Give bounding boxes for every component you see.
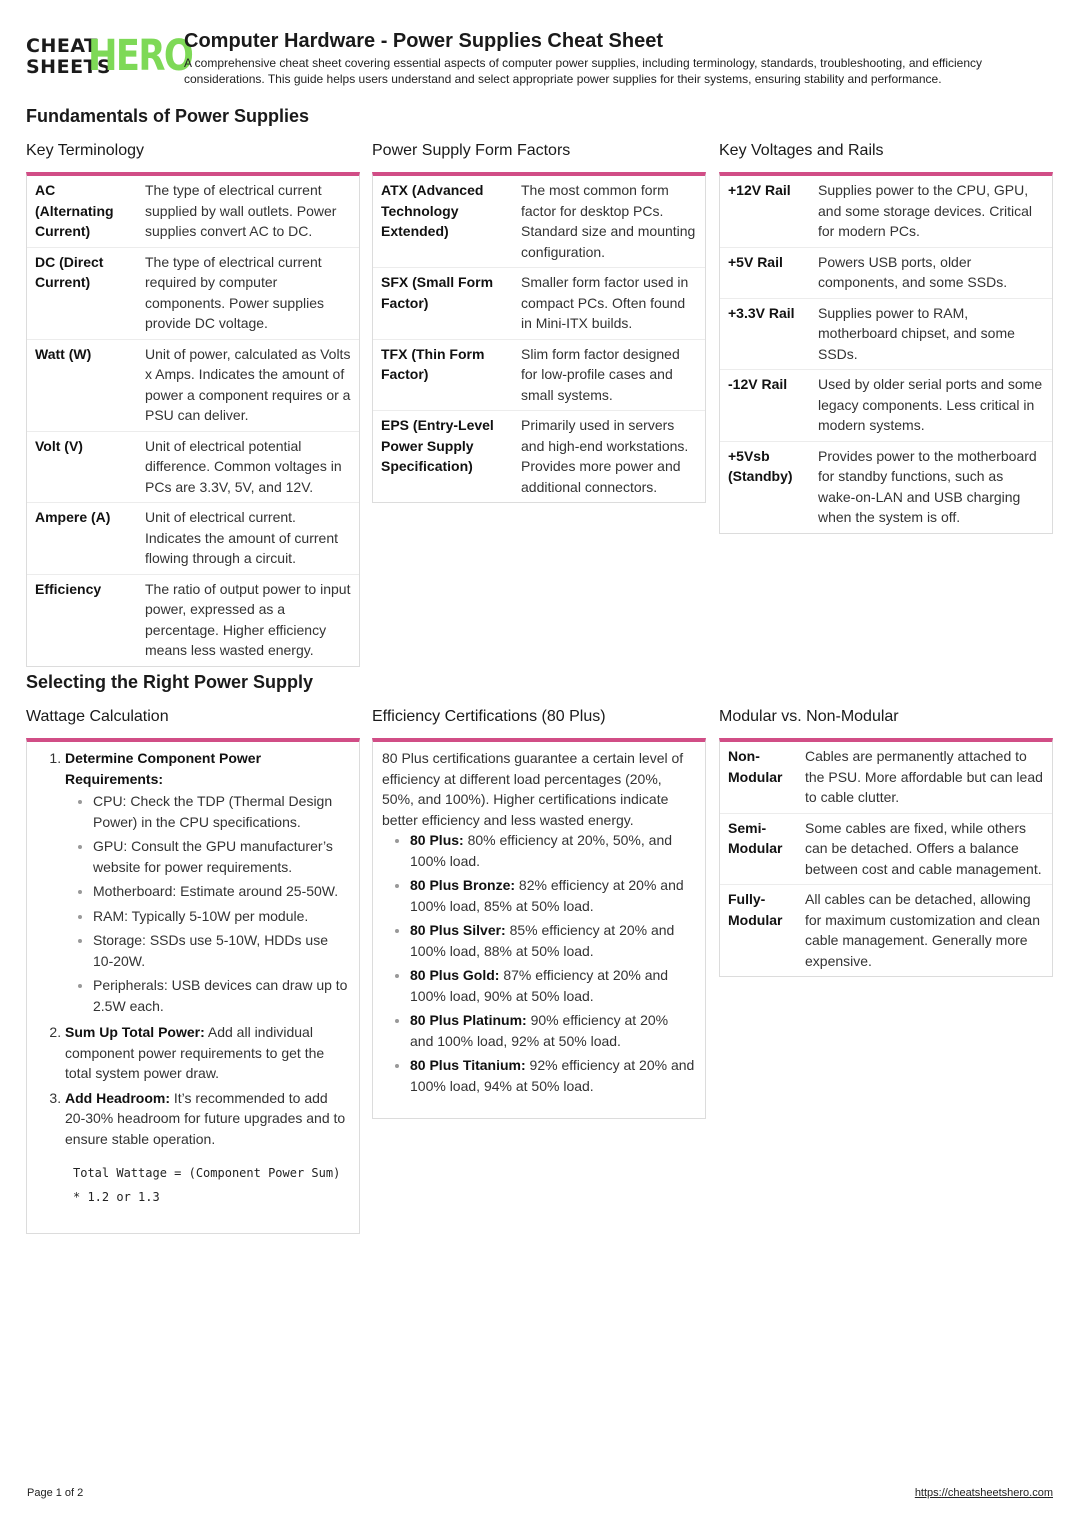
terminology-definition: Unit of electrical current. Indicates the amount of current flowing through a circuit. (137, 503, 359, 575)
certification-item (410, 1010, 695, 1051)
certification-text: 82% efficiency at 20% and 100% load, 85% at 50% load. (410, 877, 684, 914)
certification-name: 80 Plus Platinum: (410, 1012, 527, 1028)
card-title-certifications: Efficiency Certifications (80 Plus) (372, 708, 606, 725)
certification-item (410, 965, 695, 1006)
certification-text: 80% efficiency at 20%, 50%, and 100% load. (410, 832, 673, 869)
card-terminology (26, 172, 360, 667)
voltage-rail-term: +3.3V Rail (720, 298, 810, 370)
form-factor-row (373, 339, 705, 411)
form-factors-table (373, 176, 705, 502)
card-title-wattage: Wattage Calculation (26, 708, 169, 725)
terminology-row (27, 176, 359, 247)
wattage-step-3-text: It’s recommended to add 20-30% headroom for future upgrades and to ensure stable operation. (65, 1089, 346, 1147)
voltage-rail-definition: Used by older serial ports and some legacy components. Less critical in modern systems. (810, 370, 1052, 442)
form-factor-row (373, 411, 705, 503)
terminology-row (27, 574, 359, 666)
modular-type-row (720, 813, 1052, 885)
wattage-steps (27, 742, 359, 1149)
section-title-selecting: Selecting the Right Power Supply (26, 672, 314, 692)
terminology-term: Volt (V) (27, 431, 137, 503)
wattage-step-2-text: Add all individual component power requirements to get the total system power draw. (65, 1024, 325, 1081)
card-title-modular: Modular vs. Non-Modular (719, 708, 899, 725)
modular-type-term: Semi-Modular (720, 813, 797, 885)
component-requirement-item: • Storage: SSDs use 5-10W, HDDs use 10-20W. (93, 930, 349, 971)
certification-item (410, 1055, 695, 1096)
component-requirement-item: • RAM: Typically 5-10W per module. (93, 906, 349, 927)
voltage-rail-definition: Supplies power to the CPU, GPU, and some storage devices. Critical for modern PCs. (810, 176, 1052, 247)
certification-text: 92% efficiency at 20% and 100% load, 94% at 50% load. (410, 1057, 695, 1094)
voltage-rail-term: -12V Rail (720, 370, 810, 442)
modular-type-term: Fully-Modular (728, 891, 783, 928)
component-requirements-list (65, 791, 349, 1016)
site-link[interactable]: https://cheatsheetshero.com (914, 1487, 1053, 1499)
card-title-form-factors: Power Supply Form Factors (372, 142, 571, 159)
terminology-row (27, 247, 359, 339)
component-requirement-item: • GPU: Consult the GPU manufacturer’s website for power requirements. (93, 836, 349, 877)
modular-type-definition: Cables are permanently attached to the PSU. More affordable but can lead to cable clutter. (797, 742, 1052, 813)
certification-text: 90% efficiency at 20% and 100% load, 92% at 50% load. (410, 1012, 669, 1049)
voltage-rail-term: +5V Rail (720, 247, 810, 298)
terminology-term: Watt (W) (27, 339, 137, 431)
component-requirement-item: • Peripherals: USB devices can draw up to 2.5W each. (93, 975, 349, 1016)
wattage-step-2-title: Sum Up Total Power: (65, 1024, 205, 1040)
certification-item (410, 875, 695, 916)
voltage-rail-definition: Powers USB ports, older components, and some SSDs. (810, 247, 1052, 298)
form-factor-row (373, 268, 705, 340)
certification-name: 80 Plus Gold: (410, 967, 500, 983)
terminology-term: Ampere (A) (27, 503, 137, 575)
form-factor-row (373, 176, 705, 268)
terminology-table (27, 176, 359, 666)
terminology-term: AC (Alternating Current) (27, 176, 137, 247)
card-voltages (719, 172, 1053, 534)
certifications-intro: 80 Plus certifications guarantee a certain level of efficiency at different load percentages (20%, 50%, and 100%). Higher certifications indicate better efficiency and less wasted energy. (382, 750, 684, 828)
page-number: Page 1 of 2 (27, 1487, 84, 1499)
modular-table (720, 742, 1052, 976)
page-subtitle: A comprehensive cheat sheet covering essential aspects of computer power supplies, including terminology, standards, troubleshooting, and efficiency considerations. This guide helps users understand and select appropriate power supplies for their systems, ensuring stability and performance. (184, 56, 983, 86)
logo-hero-text: HERO (88, 31, 193, 81)
certification-text: 85% efficiency at 20% and 100% load, 88% at 50% load. (410, 922, 675, 959)
terminology-row (27, 431, 359, 503)
voltages-table (720, 176, 1052, 533)
card-title-terminology: Key Terminology (26, 142, 144, 159)
logo-text: CHEAT SHEETS (26, 35, 112, 78)
form-factor-term: TFX (Thin Form Factor) (373, 339, 513, 411)
certifications-list (373, 830, 705, 1118)
terminology-definition: Unit of power, calculated as Volts x Amps. Indicates the amount of power a component requires or a PSU can deliver. (137, 339, 359, 431)
form-factor-term: SFX (Small Form Factor) (373, 268, 513, 340)
voltage-rail-row (720, 298, 1052, 370)
terminology-row (27, 339, 359, 431)
card-modular (719, 738, 1053, 977)
form-factor-definition: Smaller form factor used in compact PCs. Often found in Mini-ITX builds. (513, 268, 705, 340)
card-wattage (26, 738, 360, 1234)
modular-type-term: Non-Modular (720, 742, 797, 813)
certification-name: 80 Plus Silver: (410, 922, 506, 938)
voltage-rail-row (720, 176, 1052, 247)
voltage-rail-row (720, 370, 1052, 442)
wattage-step-1 (65, 748, 349, 1016)
terminology-row (27, 503, 359, 575)
card-certifications (372, 738, 706, 1119)
component-requirement-item: • Motherboard: Estimate around 25-50W. (93, 881, 349, 902)
terminology-definition: Unit of electrical potential difference. Common voltages in PCs are 3.3V, 5V, and 12V. (137, 431, 359, 503)
terminology-definition: The type of electrical current supplied by wall outlets. Power supplies convert AC to DC. (137, 176, 359, 247)
certification-name: 80 Plus Titanium: (410, 1057, 526, 1073)
cheatsheetshero-logo[interactable] (26, 31, 193, 81)
terminology-term: Efficiency (35, 580, 102, 597)
modular-type-row (720, 885, 1052, 977)
form-factor-definition: The most common form factor for desktop PCs. Standard size and mounting configuration. (513, 176, 705, 268)
component-requirement-item: • CPU: Check the TDP (Thermal Design Power) in the CPU specifications. (93, 791, 349, 832)
wattage-step-3-title: Add Headroom: (65, 1089, 170, 1106)
terminology-term: DC (Direct Current) (27, 247, 137, 339)
voltage-rail-definition: Provides power to the motherboard for standby functions, such as wake-on-LAN and USB charging when the system is off. (818, 447, 1037, 525)
modular-type-definition: All cables can be detached, allowing for maximum customization and clean cable management. Generally more expensive. (805, 891, 1040, 969)
certification-name: 80 Plus: (410, 832, 464, 848)
voltage-rail-row (720, 247, 1052, 298)
voltage-rail-term: +12V Rail (720, 176, 810, 247)
voltage-rail-row (720, 441, 1052, 533)
card-form-factors (372, 172, 706, 503)
form-factor-definition: Primarily used in servers and high-end workstations. Provides more power and additional connectors. (521, 417, 689, 495)
form-factor-term: EPS (Entry-Level Power Supply Specification) (381, 417, 494, 474)
certification-text: 87% efficiency at 20% and 100% load, 90% at 50% load. (410, 967, 669, 1004)
form-factor-term: ATX (Advanced Technology Extended) (373, 176, 513, 268)
certification-item (410, 920, 695, 961)
wattage-formula-code: Total Wattage = (Component Power Sum) * 1.2 or 1.3 (73, 1166, 341, 1204)
terminology-definition: The ratio of output power to input power, expressed as a percentage. Higher efficiency means less wasted energy. (145, 580, 351, 658)
certification-name: 80 Plus Bronze: (410, 877, 516, 893)
modular-type-row (720, 742, 1052, 813)
wattage-step-3 (65, 1088, 349, 1150)
voltage-rail-definition: Supplies power to RAM, motherboard chipset, and some SSDs. (810, 298, 1052, 370)
section-title-fundamentals: Fundamentals of Power Supplies (26, 106, 310, 126)
wattage-step-2 (65, 1022, 349, 1084)
modular-type-definition: Some cables are fixed, while others can be detached. Offers a balance between cost and cable management. (797, 813, 1052, 885)
certification-item (410, 830, 695, 871)
voltage-rail-term: +5Vsb (Standby) (728, 447, 793, 484)
page-title: Computer Hardware - Power Supplies Cheat Sheet (184, 30, 663, 52)
card-title-voltages: Key Voltages and Rails (719, 142, 884, 159)
form-factor-definition: Slim form factor designed for low-profile cases and small systems. (513, 339, 705, 411)
wattage-step-1-title: Determine Component Power Requirements: (65, 750, 262, 787)
terminology-definition: The type of electrical current required by computer components. Power supplies provide DC voltage. (137, 247, 359, 339)
